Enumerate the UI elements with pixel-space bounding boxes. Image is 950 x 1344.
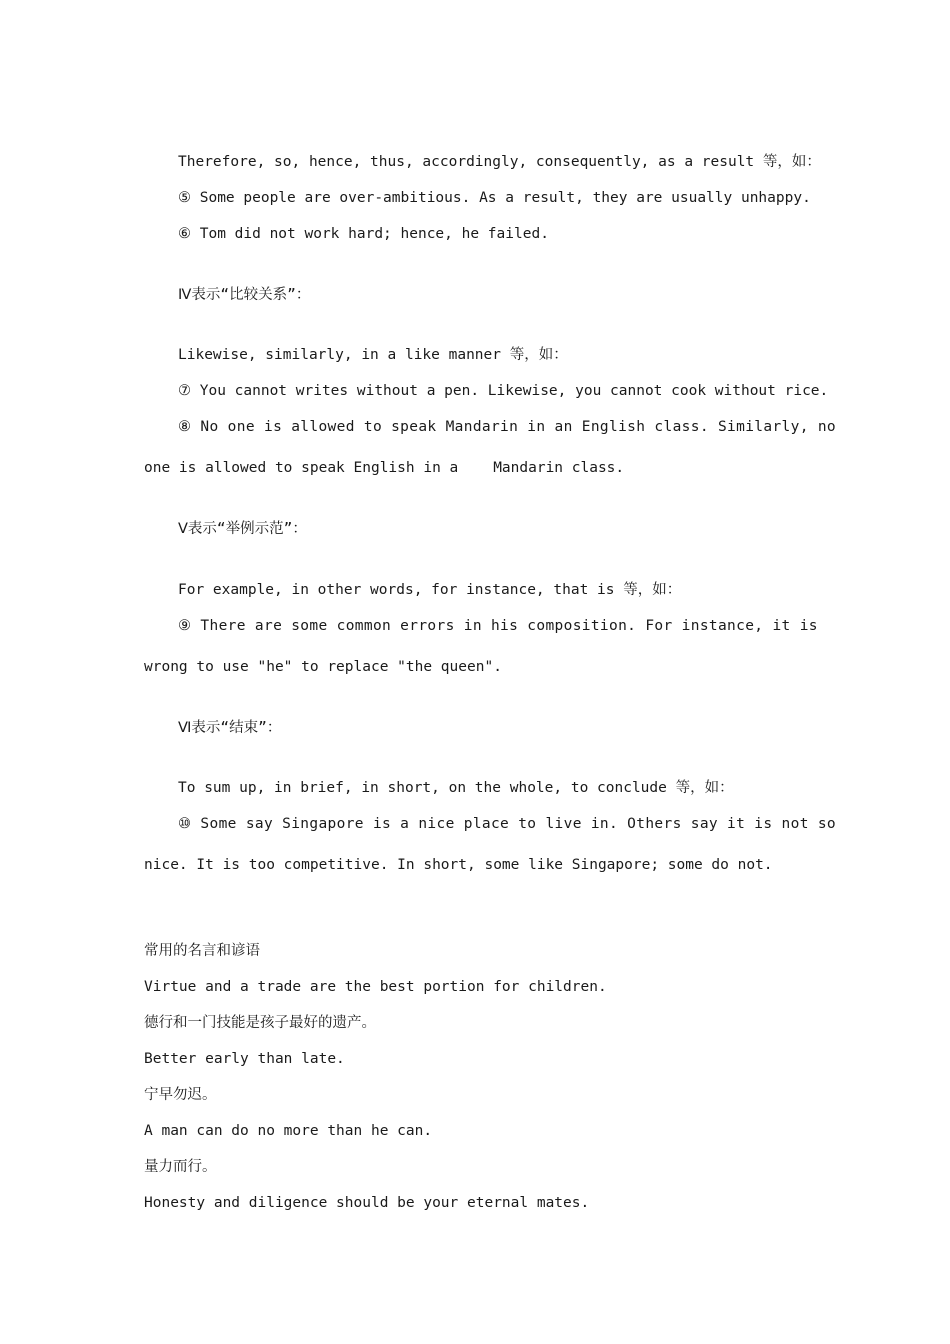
example-6: ⑥ Tom did not work hard; hence, he failed. [178, 226, 549, 242]
section-heading-examples: Ⅴ表示“举例示范”： [178, 521, 307, 537]
example-8-line-1: ⑧ No one is allowed to speak Mandarin in an English class. Similarly, no [178, 419, 837, 435]
proverb-translation: 德行和一门技能是孩子最好的遗产。 [144, 1015, 376, 1031]
example-7: ⑦ You cannot writes without a pen. Likewise, you cannot cook without rice. [178, 383, 829, 399]
proverb-translation: 宁早勿迟。 [144, 1087, 217, 1103]
example-8-line-2: one is allowed to speak English in a Mandarin class. [144, 460, 625, 476]
proverb-translation: 量力而行。 [144, 1159, 217, 1175]
example-10-line-1: ⑩ Some say Singapore is a nice place to live in. Others say it is not so [178, 816, 837, 832]
conjunction-list-conclusion: To sum up, in brief, in short, on the whole, to conclude 等，如： [178, 780, 734, 796]
section-heading-comparison: Ⅳ表示“比较关系”： [178, 287, 311, 303]
example-9-line-1: ⑨ There are some common errors in his composition. For instance, it is [178, 618, 818, 634]
proverb-line: A man can do no more than he can. [144, 1123, 433, 1139]
proverb-line: Better early than late. [144, 1051, 345, 1067]
example-9-line-2: wrong to use "he" to replace "the queen". [144, 659, 502, 675]
conjunction-list-comparison: Likewise, similarly, in a like manner 等，如： [178, 347, 568, 363]
proverb-line: Virtue and a trade are the best portion for children. [144, 979, 607, 995]
proverbs-title: 常用的名言和谚语 [144, 943, 260, 959]
conjunction-list-result: Therefore, so, hence, thus, accordingly, consequently, as a result 等，如： [178, 154, 821, 170]
proverb-line: Honesty and diligence should be your eternal mates. [144, 1195, 590, 1211]
section-heading-conclusion: Ⅵ表示“结束”： [178, 720, 282, 736]
conjunction-list-examples: For example, in other words, for instance, that is 等，如： [178, 582, 682, 598]
example-10-line-2: nice. It is too competitive. In short, some like Singapore; some do not. [144, 857, 773, 873]
example-5: ⑤ Some people are over-ambitious. As a result, they are usually unhappy. [178, 190, 811, 206]
